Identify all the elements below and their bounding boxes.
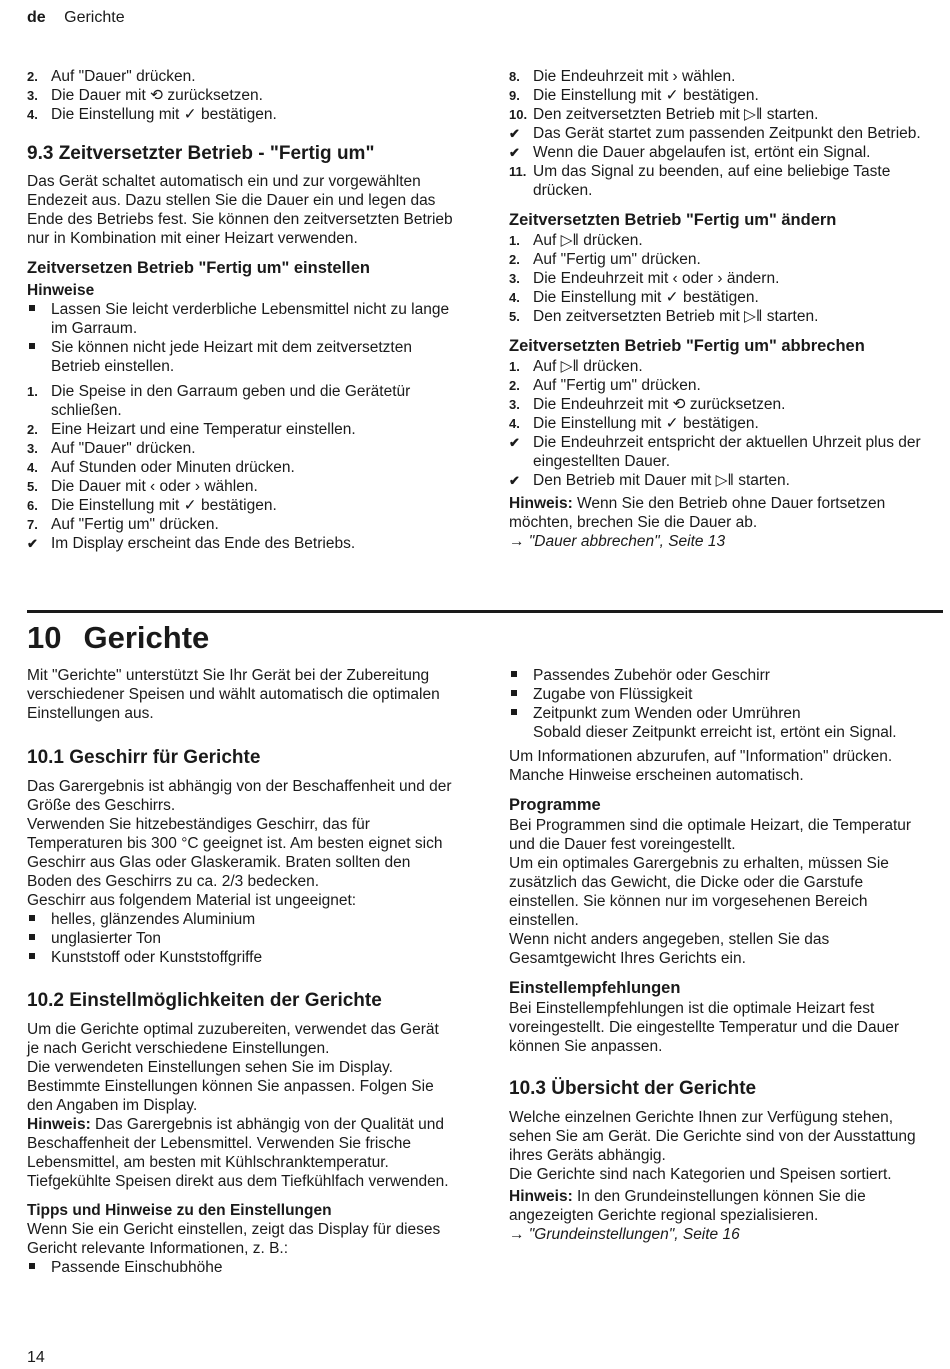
setup-steps xyxy=(27,382,455,534)
hints-title: Hinweise xyxy=(27,282,95,299)
cancel-steps xyxy=(509,357,937,433)
section-title-10-1: 10.1 Geschirr für Gerichte xyxy=(27,747,261,768)
bottom-left-column xyxy=(27,666,455,1277)
check-icon: ✔ xyxy=(509,126,520,141)
hint-paragraph: Hinweis: In den Grundeinstellungen können Sie die angezeigten Gerichte regional spezialisieren. xyxy=(509,1188,866,1224)
paragraph: Um ein optimales Garergebnis zu erhalten, müssen Sie zusätzlich das Gewicht, die Dicke oder die Garstufe einstellen. Sie können nur im vorgesehenen Bereich einstellen. xyxy=(509,855,889,929)
paragraph: Die verwendeten Einstellungen sehen Sie im Display. Bestimmte Einstellungen können Sie anpassen. Folgen Sie den Angaben im Display. xyxy=(27,1059,434,1114)
hint-paragraph: Hinweis: Das Garergebnis ist abhängig von der Qualität und Beschaffenheit der Lebensmittel. Verwenden Sie frische Lebensmittel, am besten mit Kühlschranktemperatur. Tiefgekühlte Speisen direkt aus dem Tiefkühlfach verwenden. xyxy=(27,1116,449,1190)
chapter-divider xyxy=(27,610,943,613)
section-title-9-3: 9.3 Zeitversetzter Betrieb - "Fertig um" xyxy=(27,143,375,164)
paragraph: Bei Programmen sind die optimale Heizart, die Temperatur und die Dauer fest voreingestellt. xyxy=(509,817,912,853)
result-item: ✔ Die Endeuhrzeit entspricht der aktuellen Uhrzeit plus der eingestellten Dauer. xyxy=(509,434,921,470)
cross-reference-link[interactable]: → "Grundeinstellungen", Seite 16 xyxy=(509,1226,740,1243)
steps-continued xyxy=(27,67,455,124)
list-item: 4. Auf Stunden oder Minuten drücken. xyxy=(27,459,295,476)
list-item: 3. Die Endeuhrzeit mit ⟲ zurücksetzen. xyxy=(509,396,786,413)
list-item: 10. Den zeitversetzten Betrieb mit ▷ǁ starten. xyxy=(509,106,819,123)
list-item: 2. Auf "Dauer" drücken. xyxy=(27,68,196,85)
list-item: 3. Auf "Dauer" drücken. xyxy=(27,440,196,457)
list-item: 1. Die Speise in den Garraum geben und die Gerätetür schließen. xyxy=(27,383,411,419)
list-item: 2. Auf "Fertig um" drücken. xyxy=(509,251,701,268)
page-number: 14 xyxy=(27,1349,45,1366)
bottom-right-column xyxy=(509,666,937,1244)
paragraph: Bei Einstellempfehlungen ist die optimale Heizart fest voreingestellt. Die eingestellte Temperatur und die Dauer können Sie anpassen. xyxy=(509,1000,900,1055)
page-header xyxy=(27,9,125,27)
hints-list xyxy=(27,300,455,376)
section-title-10-2: 10.2 Einstellmöglichkeiten der Gerichte xyxy=(27,990,382,1011)
result-item: ✔ Das Gerät startet zum passenden Zeitpunkt den Betrieb. xyxy=(509,125,921,142)
check-icon: ✔ xyxy=(27,536,38,551)
list-item: 5. Den zeitversetzten Betrieb mit ▷ǁ starten. xyxy=(509,308,819,325)
result-list xyxy=(27,534,455,553)
list-item: 4. Die Einstellung mit ✓ bestätigen. xyxy=(509,415,759,432)
check-icon: ✔ xyxy=(509,145,520,160)
list-item: Passende Einschubhöhe xyxy=(27,1258,455,1277)
list-item: 4. Die Einstellung mit ✓ bestätigen. xyxy=(27,106,277,123)
paragraph: Um die Gerichte optimal zuzubereiten, verwendet das Gerät je nach Gericht verschiedene Einstellungen. xyxy=(27,1021,439,1057)
list-item: 8. Die Endeuhrzeit mit › wählen. xyxy=(509,68,736,85)
chapter-intro: Mit "Gerichte" unterstützt Sie Ihr Gerät bei der Zubereitung verschiedener Speisen und wählt automatisch die optimalen Einstellungen aus. xyxy=(27,667,440,722)
paragraph: Welche einzelnen Gerichte Ihnen zur Verfügung stehen, sehen Sie am Gerät. Die Gerichte sind von der Ausstattung ihres Geräts abhängig. xyxy=(509,1109,916,1164)
tips-list xyxy=(27,1258,455,1277)
list-item: 3. Die Endeuhrzeit mit ‹ oder › ändern. xyxy=(509,270,780,287)
top-left-column xyxy=(27,67,455,553)
list-item: Zeitpunkt zum Wenden oder Umrühren Sobald dieser Zeitpunkt erreicht ist, ertönt ein Signal. xyxy=(509,704,937,742)
list-item: helles, glänzendes Aluminium xyxy=(27,910,455,929)
list-item: Zugabe von Flüssigkeit xyxy=(509,685,937,704)
header-title: Gerichte xyxy=(64,9,125,26)
check-icon: ✔ xyxy=(509,435,520,450)
section-title-10-3: 10.3 Übersicht der Gerichte xyxy=(509,1078,757,1099)
unsuitable-materials-list xyxy=(27,910,455,967)
list-item: 2. Auf "Fertig um" drücken. xyxy=(509,377,701,394)
list-item: 4. Die Einstellung mit ✓ bestätigen. xyxy=(509,289,759,306)
result-list xyxy=(509,124,937,162)
list-item: unglasierter Ton xyxy=(27,929,455,948)
chapter-number: 10 xyxy=(27,620,62,655)
section-intro: Das Gerät schaltet automatisch ein und zur vorgewählten Endezeit aus. Dazu stellen Sie die Dauer ein und legen das Ende des Betriebs fest. Sie können den zeitversetzten Betrieb nur in Kombination mit einer Heizart verwenden. xyxy=(27,173,453,247)
language-code: de xyxy=(27,9,46,26)
list-item: Passendes Zubehör oder Geschirr xyxy=(509,666,937,685)
list-item: Sie können nicht jede Heizart mit dem zeitversetzten Betrieb einstellen. xyxy=(27,338,455,376)
list-item: 3. Die Dauer mit ⟲ zurücksetzen. xyxy=(27,87,263,104)
hint-paragraph: Hinweis: Wenn Sie den Betrieb ohne Dauer fortsetzen möchten, brechen Sie die Dauer ab. xyxy=(509,495,886,531)
step-11 xyxy=(509,162,937,200)
cancel-title: Zeitversetzten Betrieb "Fertig um" abbrechen xyxy=(509,337,865,355)
change-steps xyxy=(509,231,937,326)
cross-reference-link[interactable]: → "Dauer abbrechen", Seite 13 xyxy=(509,533,726,550)
list-item: Lassen Sie leicht verderbliche Lebensmittel nicht zu lange im Garraum. xyxy=(27,300,455,338)
list-item: 2. Eine Heizart und eine Temperatur einstellen. xyxy=(27,421,356,438)
paragraph: Wenn nicht anders angegeben, stellen Sie das Gesamtgewicht Ihres Gerichts ein. xyxy=(509,931,830,967)
list-item: Kunststoff oder Kunststoffgriffe xyxy=(27,948,455,967)
steps-continued-right xyxy=(509,67,937,124)
list-item: 5. Die Dauer mit ‹ oder › wählen. xyxy=(27,478,258,495)
chapter-title xyxy=(27,618,209,658)
list-item: 1. Auf ▷ǁ drücken. xyxy=(509,358,643,375)
result-item: ✔ Im Display erscheint das Ende des Betriebs. xyxy=(27,535,356,552)
paragraph: Die Gerichte sind nach Kategorien und Speisen sortiert. xyxy=(509,1166,892,1183)
chapter-name: Gerichte xyxy=(83,620,210,655)
paragraph: Wenn Sie ein Gericht einstellen, zeigt das Display für dieses Gericht relevante Informationen, z. B.: xyxy=(27,1221,441,1257)
tips-title: Tipps und Hinweise zu den Einstellungen xyxy=(27,1202,332,1219)
cancel-results xyxy=(509,433,937,490)
paragraph: Geschirr aus folgendem Material ist ungeeignet: xyxy=(27,892,357,909)
top-right-column xyxy=(509,67,937,551)
paragraph: Um Informationen abzurufen, auf "Information" drücken. Manche Hinweise erscheinen automatisch. xyxy=(509,748,893,784)
result-item: ✔ Den Betrieb mit Dauer mit ▷ǁ starten. xyxy=(509,472,790,489)
change-title: Zeitversetzten Betrieb "Fertig um" ändern xyxy=(509,211,837,229)
paragraph: Verwenden Sie hitzebeständiges Geschirr, das für Temperaturen bis 300 °C geeignet ist. Am besten eignet sich Geschirr aus Glas oder Glaskeramik. Braten sollten den Boden des Geschirrs zu ca. 2/3 bedecken. xyxy=(27,816,443,890)
info-list xyxy=(509,666,937,742)
programs-title: Programme xyxy=(509,796,601,814)
list-item: 11. Um das Signal zu beenden, auf eine beliebige Taste drücken. xyxy=(509,163,891,199)
subsection-title: Zeitversetzen Betrieb "Fertig um" einstellen xyxy=(27,259,370,277)
result-item: ✔ Wenn die Dauer abgelaufen ist, ertönt ein Signal. xyxy=(509,144,871,161)
list-item: 7. Auf "Fertig um" drücken. xyxy=(27,516,219,533)
paragraph: Das Garergebnis ist abhängig von der Beschaffenheit und der Größe des Geschirrs. xyxy=(27,778,452,814)
list-item: 1. Auf ▷ǁ drücken. xyxy=(509,232,643,249)
recommendations-title: Einstellempfehlungen xyxy=(509,979,681,997)
list-item: 6. Die Einstellung mit ✓ bestätigen. xyxy=(27,497,277,514)
check-icon: ✔ xyxy=(509,473,520,488)
list-item: 9. Die Einstellung mit ✓ bestätigen. xyxy=(509,87,759,104)
